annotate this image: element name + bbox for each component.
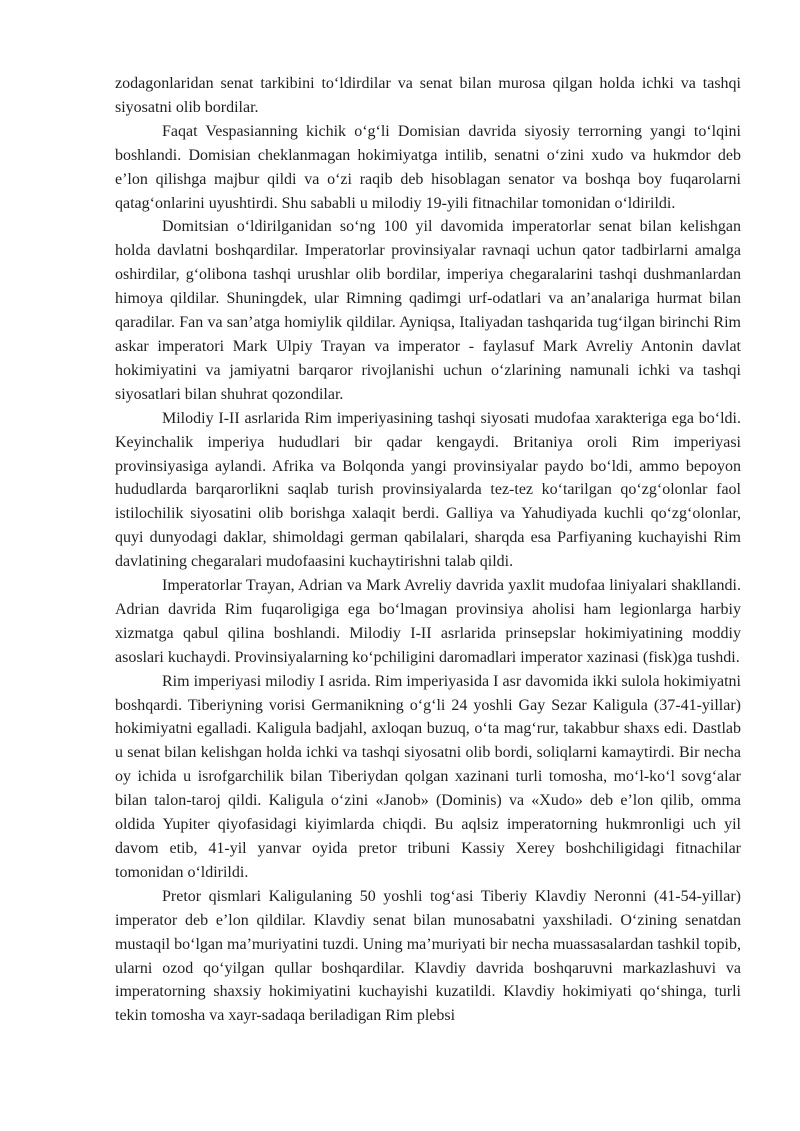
paragraph-1: zodagonlaridan senat tarkibini to‘ldirdilar va senat bilan murosa qilgan holda ichki va tashqi siyosatni olib bordilar. (115, 75, 741, 116)
paragraph-5: Imperatorlar Trayan, Adrian va Mark Avreliy davrida yaxlit mudofaa liniyalari shakllandi. Adrian davrida Rim fuqaroligiga ega bo‘lmagan provinsiya aholisi ham legionlarga harbiy xizmatga qabul qilina boshlandi. Milodiy I-II asrlarida prinsepslar hokimiyatining moddiy asoslari kuchaydi. Provinsiyalarning ko‘pchiligini daromadlari imperator xazinasi (fisk)ga tushdi. (115, 577, 741, 666)
paragraph-7: Pretor qismlari Kaligulaning 50 yoshli tog‘asi Tiberiy Klavdiy Neronni (41-54-yillar) imperator deb e’lon qildilar. Klavdiy senat bilan munosabatni yaxshiladi. O‘zining senatdan mustaqil bo‘lgan ma’muriyatini tuzdi. Uning ma’muriyati bir necha muassasalardan tashkil topib, ularni ozod qo‘yilgan qullar boshqardilar. Klavdiy davrida boshqaruvni markazlashuvi va imperatorning shaxsiy hokimiyatini kuchayishi kuzatildi. Klavdiy hokimiyati qo‘shinga, turli tekin tomosha va xayr-sadaqa beriladigan Rim plebsi (115, 887, 741, 1025)
paragraph-2: Faqat Vespasianning kichik o‘g‘li Domisian davrida siyosiy terrorning yangi to‘lqini boshlandi. Domisian cheklanmagan hokimiyatga intilib, senatni o‘zini xudo va hukmdor deb e’lon qilishga majbur qildi va o‘zi raqib deb hisoblagan senator va boshqa boy fuqarolarni qatag‘onlarini uyushtirdi. Shu sababli u milodiy 19-yili fitnachilar tomonidan o‘ldirildi. (115, 122, 741, 212)
document-page (115, 72, 741, 1028)
paragraph-3: Domitsian o‘ldirilganidan so‘ng 100 yil davomida imperatorlar senat bilan kelishgan holda davlatni boshqardilar. Imperatorlar provinsiyalar ravnaqi uchun qator tadbirlarni amalga oshirdilar, g‘olibona tashqi urushlar olib bordilar, imperiya chegaralarini tashqi dushmanlardan himoya qildilar. Shuningdek, ular Rimning qadimgi urf-odatlari va an’analariga hurmat bilan qaradilar. Fan va san’atga homiylik qildilar. Ayniqsa, Italiyadan tashqarida tug‘ilgan birinchi Rim askar imperatori Mark Ulpiy Trayan va imperator - faylasuf Mark Avreliy Antonin davlat hokimiyatini va jamiyatni barqaror rivojlanishi uchun o‘zlarining namunali ichki va tashqi siyosatlari bilan shuhrat qozondilar. (115, 218, 741, 403)
paragraph-6: Rim imperiyasi milodiy I asrida. Rim imperiyasida I asr davomida ikki sulola hokimiyatni boshqardi. Tiberiyning vorisi Germanikning o‘g‘li 24 yoshli Gay Sezar Kaligula (37-41-yillar) hokimiyatni egalladi. Kaligula badjahl, axloqan buzuq, o‘ta mag‘rur, takabbur shaxs edi. Dastlab u senat bilan kelishgan holda ichki va tashqi siyosatni olib bordi, soliqlarni kamaytirdi. Bir necha oy ichida u isrofgarchilik bilan Tiberiydan qolgan xazinani turli tomosha, mo‘l-ko‘l sovg‘alar bilan talon-taroj qildi. Kaligula o‘zini «Janob» (Dominis) va «Xudo» deb e’lon qilib, omma oldida Yupiter qiyofasidagi kiyimlarda chiqdi. Bu aqlsiz imperatorning hukmronligi uch yil davom etib, 41-yil yanvar oyida pretor tribuni Kassiy Xerey boshchiligidagi fitnachilar tomonidan o‘ldirildi. (115, 672, 741, 881)
paragraph-4: Milodiy I-II asrlarida Rim imperiyasining tashqi siyosati mudofaa xarakteriga ega bo‘ldi. Keyinchalik imperiya hududlari bir qadar kengaydi. Britaniya oroli Rim imperiyasi provinsiyasiga aylandi. Afrika va Bolqonda yangi provinsiyalar paydo bo‘ldi, ammo bepoyon hududlarda barqarorlikni saqlab turish provinsiyalarda tez-tez ko‘tarilgan qo‘zg‘olonlar faol istilochilik siyosatini olib borishga xalaqit berdi. Galliya va Yahudiyada kuchli qo‘zg‘olonlar, quyi dunyodagi daklar, shimoldagi german qabilalari, sharqda esa Parfiyaning kuchayishi Rim davlatining chegaralari mudofaasini kuchaytirishni talab qildi. (115, 409, 741, 571)
